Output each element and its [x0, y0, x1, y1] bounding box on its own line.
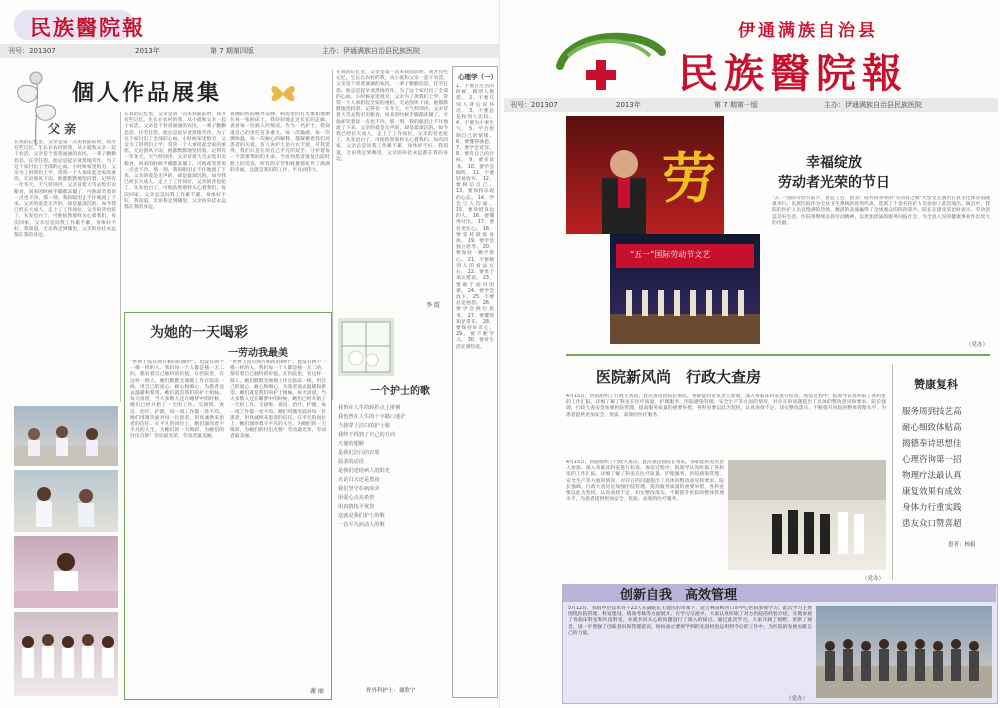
article-subtitle: 一劳动我最美: [228, 348, 288, 359]
issue-year: 2013年: [135, 47, 160, 55]
article-author: 谢 丽: [310, 688, 324, 695]
stage-photo: [610, 234, 760, 344]
publisher: 主办：伊通满族自治县民族医院: [824, 101, 922, 109]
page-number: 第 7 期第一版: [714, 101, 758, 109]
header-strip: [0, 44, 500, 58]
psychology-body: 1、不要在生活的时候，跟别人抱怨。 2、不要在别人背后说坏话。 3、不要总是和别人比较。 4、不要为小事生气。 5、学会控制自己的情绪。 6、要懂得感恩。 7、要学会宽容。 8、要有自己的目标。 9、要多读书。 10、要学会倾听。 11、不要轻易放弃。 12、要相信自己。 13、要保持乐观的心态。 14、学会与人沟通。 15、要珍惜身边的人。 16、要懂得付出。 17、要有责任心。 18、要坚持锻炼身体。 19、要学会独立思考。 20、要保持一颗平常心。 21、不要被别人的看法左右。 22、要勇于承认错误。 23、要敢于面对困难。 24、要学会放下。 25、不要总是抱怨。 26、要学会换位思考。 27、要懂得知足常乐。 28、要保持好奇心。 29、要不断学习。 30、要对生活充满热爱。: [456, 84, 494, 350]
essay-subtitle: 父 亲: [48, 122, 77, 136]
article-admin-rounds-body: 4月15日，医院组织了行政大查房。此次查房由院长带队，各职能科室负责人参加，深入各临床科室进行检查。查房过程中，院领导认真听取了各科室的工作汇报，详细了解了科室在医疗质量、护理服务、医院感染管理、安全生产等方面的情况，对存在的问题提出了具体的整改意见和要求。院长强调，行政大查房是加强医院管理、提高服务质量的重要举措，各科室要以此为契机，认真查找不足，切实整改落实，不断提升医院的整体管理水平，为患者提供更加安全、优质、高效的医疗服务。: [566, 394, 886, 418]
issue-number: 刊号：201307: [510, 101, 558, 109]
window-icon: [338, 318, 394, 376]
poem-line: 身体力行重实践: [902, 503, 962, 513]
article-innovation-author: （党办）: [786, 696, 809, 702]
study-group-photo: [816, 606, 992, 698]
issue-year: 2013年: [616, 101, 641, 109]
essay-author: 李 霞: [426, 302, 440, 309]
poem-line: 揭德奉诗思想佳: [902, 439, 962, 449]
poem-line: 物理疗法最认真: [902, 471, 962, 481]
poem-author: 骨外科护士：谢欣宇: [366, 688, 416, 694]
article-innovation-body: 5月12日，我院中层技术骨干23人在副院长王建民的带领下，赴吉林省梅河口市中心医院参观学习。此次学习主要围绕医院管理、科室建设、绩效考核等方面展开。在学习交流中，大家认真听取了对方医院的经验介绍，实地参观了各临床科室和医技科室，并就共同关心的问题进行了深入的探讨。通过此次学习，大家开阔了视野，更新了观念，进一步增强了创新意识和管理意识，纷纷表示要将学到的先进经验运用到今后的工作中，为医院的发展贡献自己的力量。: [568, 606, 812, 636]
headline-happy: 幸福绽放: [806, 155, 862, 171]
header-strip: [504, 98, 998, 112]
ward-rounds-photo: [728, 460, 886, 570]
rehab-poem-author: 患者：杨娟: [948, 542, 976, 548]
nurses-photo-3: [14, 536, 118, 608]
page-one: [500, 0, 1000, 708]
article-body-col2: "世界上没有两片相同的树叶"。也没有两个一模一样的人。我们每一个人都是独一无二的，都有着自己独特的价值。在医院里，有这样一群人，她们默默无闻地工作在临床一线，用自己的爱心、耐心和细心，为患者送去温暖和希望。她们就是我们的护士姐妹。每天清晨，当大多数人还在睡梦中的时候，她们已经开始了一天的工作。交接班、查房、治疗、护理，每一项工作都一丝不苟。她们用微笑面对每一位患者，用真诚换来患者的信任。在平凡的岗位上，她们演绎着不平凡的人生。为她们的一天喝彩，为她们的付出点赞！劳动最光荣，劳动者最美丽。: [230, 360, 326, 440]
people-icon: [14, 406, 118, 466]
essay-continued-body-3: 在我的记忆里，父亲是第一次来我面前时，我才有些记忆。生长在农村的我，从小就和父亲一起干农活。父亲是个普普通通的农民，一辈子勤勤恳恳，任劳任怨。他总是起早贪黑地劳作，为了这个家付出了全部的心血。小时候家里很穷，父亲为了供我们上学，常常一个人承担起全家的重担。无论刮风下雨，他都默默地坚持着。记得有一年冬天，天气特别冷，父亲冒着大雪去集市卖粮食，回来的时候手脚都冻僵了，可他却笑着说一点也不冷。那一刻，我的眼泪止不住地流了下来。父亲的爱是无声的，却是最深沉的。如今我已经长大成人，走上了工作岗位，父亲的背也驼了，头发也白了，可他依然那样关心着我们。每次回家，父亲总是问我工作累不累，身体好不好。我知道，无论我走到哪里，父亲的牵挂永远都在我的身边。: [336, 70, 448, 162]
section-divider: [566, 354, 990, 356]
masthead-county: 伊通满族自治县: [738, 21, 878, 41]
nurses-photo-2: [14, 470, 118, 532]
headline-admin-rounds: 医院新风尚 行政大查房: [596, 368, 762, 386]
poem-line: 康复效果有成效: [902, 487, 962, 497]
poem-line: 心理咨询第一招: [902, 455, 962, 465]
headline-labor-day: 劳动者光荣的节日: [778, 175, 890, 191]
masthead-small: 民族醫院報: [30, 15, 145, 40]
masthead-title: 民族醫院報: [678, 50, 908, 97]
article-body-col1: "世界上没有两片相同的树叶"。也没有两个一模一样的人。我们每一个人都是独一无二的，都有着自己独特的价值。在医院里，有这样一群人，她们默默无闻地工作在临床一线，用自己的爱心、耐心和细心，为患者送去温暖和希望。她们就是我们的护士姐妹。每天清晨，当大多数人还在睡梦中的时候，她们已经开始了一天的工作。交接班、查房、治疗、护理，每一项工作都一丝不苟。她们用微笑面对每一位患者，用真诚换来患者的信任。在平凡的岗位上，她们演绎着不平凡的人生。为她们的一天喝彩，为她们的付出点赞！劳动最光荣，劳动者最美丽。: [130, 360, 224, 440]
article-admin-rounds-body-2: 4月15日，医院组织了行政大查房。此次查房由院长带队，各职能科室负责人参加，深入各临床科室进行检查。查房过程中，院领导认真听取了各科室的工作汇报，详细了解了科室在医疗质量、护理服务、医院感染管理、安全生产等方面的情况，对存在的问题提出了具体的整改意见和要求。院长强调，行政大查房是加强医院管理、提高服务质量的重要举措，各科室要以此为契机，认真查找不足，切实整改落实，不断提升医院的整体管理水平，为患者提供更加安全、优质、高效的医疗服务。: [566, 460, 724, 503]
window-flower-photo: [338, 318, 394, 376]
nurses-group-photo: [14, 612, 118, 696]
rehab-poem-title: 赞康复科: [914, 378, 958, 391]
divider: [892, 364, 893, 580]
issue-number: 刊号：201307: [8, 47, 56, 55]
stage-banner-text: “五一”国际劳动节文艺: [630, 250, 711, 259]
psychology-title: 心理学（一）: [458, 73, 497, 81]
article-title: 为她的一天喝彩: [150, 325, 248, 341]
poem-line: 患友众口赞喜超: [902, 519, 962, 529]
divider: [120, 112, 121, 402]
essay-continued-body-2: 夜晚的医院格外安静，病房里的灯光柔和地洒在每一张病床上。我轻轻地走过长长的走廊，查看每一位病人的情况。作为一名护士，我知道自己的责任有多重大。每一次输液、每一次测体温、每一次耐心的解释，都凝聚着我们对患者的关爱。有人说护士是白衣天使，可我觉得，我们只是在用自己平凡的双手，守护着每一个需要帮助的生命。当看到患者康复出院时脸上的笑容，所有的辛苦和疲惫都化作了满满的幸福。这就是我们的工作，平凡而伟大。: [230, 112, 330, 173]
essay-father-body: 在我的记忆里，父亲是第一次来我面前时，我才有些记忆。生长在农村的我，从小就和父亲一起干农活。父亲是个普普通通的农民，一辈子勤勤恳恳，任劳任怨。他总是起早贪黑地劳作，为了这个家付出了全部的心血。小时候家里很穷，父亲为了供我们上学，常常一个人承担起全家的重担。无论刮风下雨，他都默默地坚持着。记得有一年冬天，天气特别冷，父亲冒着大雪去集市卖粮食，回来的时候手脚都冻僵了，可他却笑着说一点也不冷。那一刻，我的眼泪止不住地流了下来。父亲的爱是无声的，却是最深沉的。如今我已经长大成人，走上了工作岗位，父亲的背也驼了，头发也白了，可他依然那样关心着我们。每次回家，父亲总是问我工作累不累，身体好不好。我知道，无论我走到哪里，父亲的牵挂永远都在我的身边。: [14, 140, 116, 239]
rehab-poem: [902, 404, 994, 532]
speaker-photo: [566, 116, 724, 234]
essay-continued-body: 在我的记忆里，父亲是第一次来我面前时，我才有些记忆。生长在农村的我，从小就和父亲一起干农活。父亲是个普普通通的农民，一辈子勤勤恳恳，任劳任怨。他总是起早贪黑地劳作，为了这个家付出了全部的心血。小时候家里很穷，父亲为了供我们上学，常常一个人承担起全家的重担。无论刮风下雨，他都默默地坚持着。记得有一年冬天，天气特别冷，父亲冒着大雪去集市卖粮食，回来的时候手脚都冻僵了，可他却笑着说一点也不冷。那一刻，我的眼泪止不住地流了下来。父亲的爱是无声的，却是最深沉的。如今我已经长大成人，走上了工作岗位，父亲的背也驼了，头发也白了，可他依然那样关心着我们。每次回家，父亲总是问我工作累不累，身体好不好。我知道，无论我走到哪里，父亲的牵挂永远都在我的身边。: [124, 112, 226, 211]
nurses-photo-1: [14, 406, 118, 466]
poem-line: 耐心细致体贴高: [902, 423, 962, 433]
banner-character: 劳: [662, 146, 716, 210]
poem-body: 我曾在人生的转折点上徘徊 我也曾在人生的十字路口迷茫 当我穿上洁白的护士服 我终于找到了自己的方向 天使的翅膀 是我们洁白的衣裳 温柔的话语 是我们送给病人的阳光 无论白天还是黑夜 我们坚守在病床旁 用爱心点亮希望 用真情抚平忧伤 这就是我们护士的歌 一首平凡而动人的歌: [338, 405, 406, 528]
hospital-cross-logo-icon: [550, 26, 670, 96]
butterfly-icon: [268, 80, 298, 106]
article-labor-day-author: （党办）: [966, 342, 989, 348]
publisher: 主办：伊通满族自治县民族医院: [322, 47, 420, 55]
people-icon: [14, 470, 118, 532]
page-number: 第 7 期第四版: [210, 47, 254, 55]
divider: [332, 70, 333, 400]
poem-line: 服务周到技艺高: [902, 407, 962, 417]
poem-title: 一个护士的歌: [370, 386, 430, 397]
headline-innovation: 创新自我 高效管理: [620, 588, 738, 603]
column-title: 個人作品展集: [72, 80, 223, 106]
article-labor-day-body: "五一"国际劳动节前夕，县总工会、县文广局共同举办的"劳动者之歌"大型文艺演出在县文化体育馆隆重举行。民族医院作为全县卫生系统的优秀代表，选派了十余名医护人员参加了此次演出。演出中，我院的医护人员以饱满的热情、精湛的表演赢得了全场观众的阵阵掌声。院长在接受采访时表示，劳动创造美好生活，医院将继续弘扬劳动精神，以更加优质的服务回报社会，为全县人民的健康事业作出更大的贡献。: [772, 196, 990, 226]
people-icon: [14, 536, 118, 608]
people-icon: [14, 612, 118, 696]
people-icon: [728, 460, 886, 570]
article-admin-rounds-author: （党办）: [862, 576, 885, 582]
group-photo-icon: [816, 606, 992, 698]
